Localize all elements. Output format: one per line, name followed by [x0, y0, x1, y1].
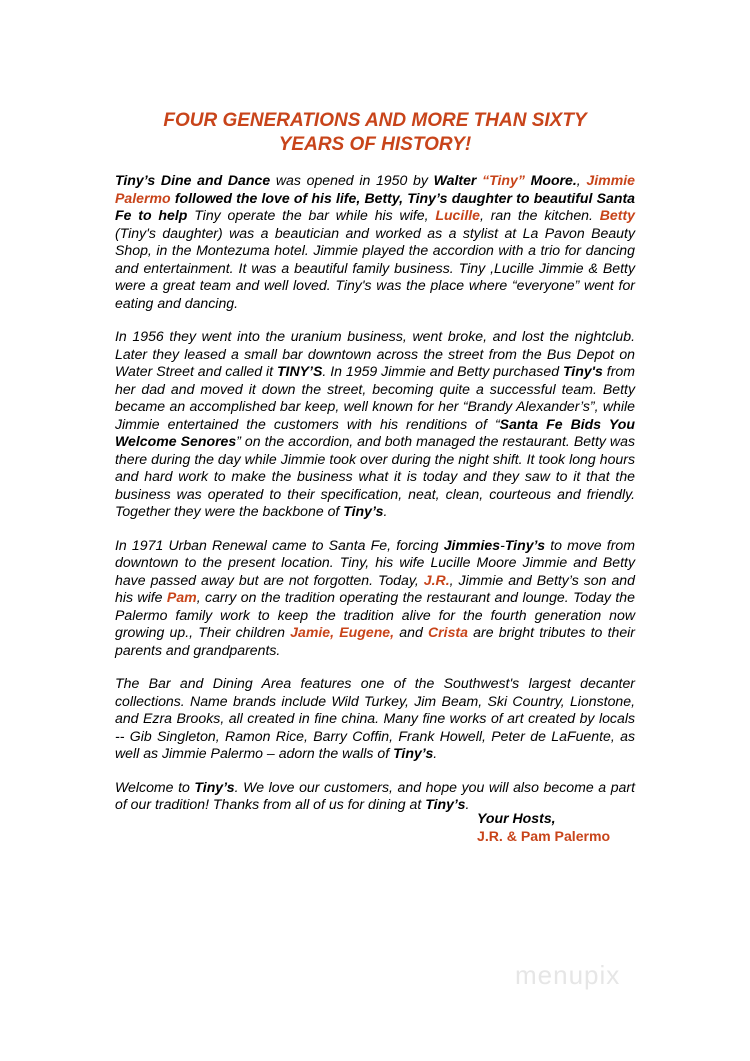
p3-c: -	[500, 536, 505, 553]
p3-a: In 1971 Urban Renewal came to Santa Fe, forcing	[115, 536, 444, 553]
p2-h: Tiny’s	[343, 503, 384, 519]
signature-block	[477, 809, 610, 845]
page-title	[115, 109, 635, 157]
p1-b: was opened in 1950 by	[270, 172, 434, 188]
p5-c: . We love our customers, and hope you will also become a part of our tradition! Thanks from all of us for dining at	[115, 778, 635, 812]
p2-i: .	[383, 503, 388, 519]
p3-f: J.R.	[423, 571, 450, 588]
p2-a: In 1956 they went into the uranium business, went broke, and lost the nightclub. Later they leased a small bar downtown across the street from the Bus Depot on Water Street and called it	[115, 328, 635, 379]
p5-d: Tiny’s	[425, 796, 466, 812]
p3-m: are bright tributes to their parents and grandparents.	[115, 624, 635, 658]
p3-l: Crista	[428, 624, 468, 640]
p2-f: Santa Fe Bids You Welcome Senores	[115, 415, 635, 449]
p5-b: Tiny’s	[194, 778, 235, 795]
p1-e: Moore.	[524, 172, 577, 188]
paragraph-4	[115, 675, 635, 763]
p1-h: followed the love of his life, Betty, Tiny’s daughter to beautiful Santa Fe to help	[115, 189, 635, 223]
paragraph-1	[115, 172, 635, 312]
p1-k: , ran the kitchen.	[480, 207, 600, 223]
p1-c: Walter	[433, 172, 477, 188]
p2-e: from her dad and moved it down the street, becoming quite a successful team. Betty became an accomplished bar keep, well known for her “Brandy Alexander’s”, while Jimmie entertained the customers with his renditions of “	[115, 363, 635, 432]
p3-k: and	[394, 624, 428, 640]
p2-g: ” on the accordion, and both managed the restaurant. Betty was there during the day while Jimmie took over during the night shift. It took long hours and hard work to make the business what it is today and they saw to it that the business was operated to their specification, neat, clean, courteous and friendly. Together they were the backbone of	[115, 433, 635, 519]
p2-d: Tiny's	[562, 363, 603, 379]
p1-d: “Tiny”	[476, 172, 525, 188]
p3-d: Tiny’s	[504, 536, 546, 553]
p4-c: .	[433, 745, 438, 761]
p1-j: Lucille	[435, 207, 480, 223]
title-line-1: FOUR GENERATIONS AND MORE THAN SIXTY	[163, 110, 587, 131]
p3-e: to move from downtown to the present location. Tiny, his wife Lucille Moore Jimmie and Betty have passed away but are not forgotten. Today,	[115, 536, 635, 588]
p2-b: TINY’S	[276, 363, 323, 379]
p3-h: Pam	[166, 589, 197, 605]
p1-i: Tiny operate the bar while his wife,	[187, 207, 436, 223]
sign-line-1: Your Hosts,	[477, 810, 556, 826]
p4-a: The Bar and Dining Area features one of the Southwest's largest decanter collections. Name brands include Wild Turkey, Jim Beam, Ski Country, Lionstone, and Ezra Brooks, all created in fine china. Many fine works of art created by locals -- Gib Singleton, Ramon Rice, Barry Coffin, Frank Howell, Peter de LaFuente, as well as Jimmie Palermo – adorn the walls of	[115, 675, 635, 761]
p3-j: Jamie, Eugene,	[290, 624, 395, 640]
watermark: menupix	[515, 960, 621, 990]
history-text	[115, 172, 635, 830]
p3-g: , Jimmie and Betty’s son and his wife	[115, 571, 635, 605]
p5-a: Welcome to	[115, 778, 195, 795]
title-line-2: YEARS OF HISTORY!	[278, 134, 472, 155]
p5-e: .	[465, 796, 470, 812]
sign-line-2: J.R. & Pam Palermo	[477, 828, 611, 844]
p1-l: Betty	[599, 207, 635, 223]
p1-g: Jimmie Palermo	[115, 172, 635, 206]
p2-c: . In 1959 Jimmie and Betty purchased	[322, 363, 563, 379]
p1-f: ,	[576, 172, 587, 188]
p1-a: Tiny’s Dine and Dance	[115, 172, 271, 188]
p3-b: Jimmies	[443, 536, 501, 553]
p1-m: (Tiny's daughter) was a beautician and worked as a stylist at La Pavon Beauty Shop, in the Montezuma hotel. Jimmie played the accordion with a trio for dancing and entertainment. It was a beautiful family business. Tiny ,Lucille Jimmie & Betty were a great team and well loved. Tiny's was the place where “everyone” went for eating and dancing.	[115, 224, 635, 311]
p3-i: , carry on the tradition operating the restaurant and lounge. Today the Palermo family work to keep the tradition alive for the fourth generation now growing up., Their children	[115, 589, 635, 640]
p4-b: Tiny’s	[393, 745, 434, 761]
paragraph-3	[115, 537, 635, 660]
paragraph-2	[115, 328, 635, 521]
